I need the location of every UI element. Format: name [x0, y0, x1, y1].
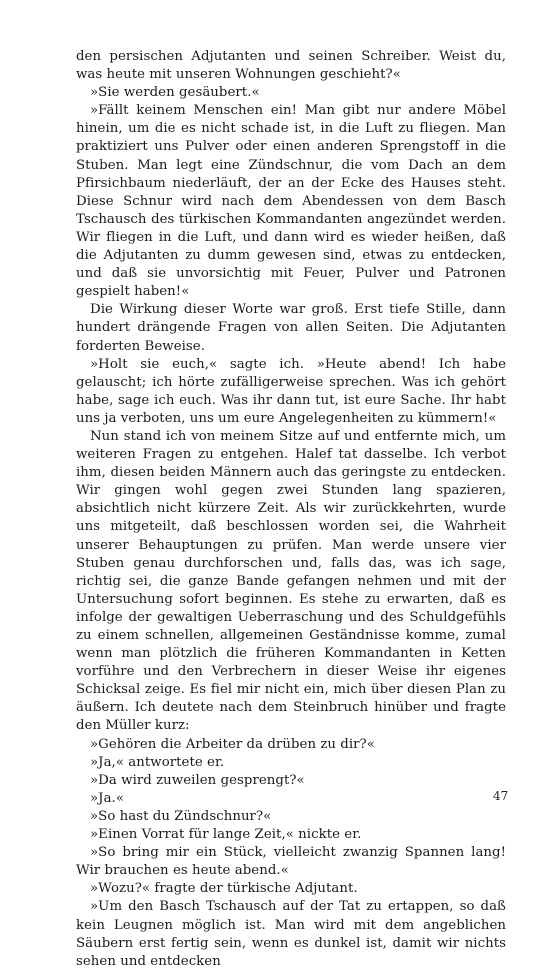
- page-body: [76, 48, 509, 971]
- paragraph: »Fällt keinem Menschen ein! Man gibt nur andere Möbel hinein, um die es nicht schade ist, in die Luft zu fliegen. Man praktiziert uns Pulver oder einen anderen Sprengstoff in die Stuben. Man legt eine Zündschnur, die vom Dach an dem Pfirsichbaum niederläuft, der an der Ecke des Hauses steht. Diese Schnur wird nach dem Abendessen von dem Basch Tschausch des türkischen Kommandanten angezündet werden. Wir fliegen in die Luft, und dann wird es wieder heißen, daß die Adjutanten zu dumm gewesen sind, etwas zu entdecken, und daß sie unvorsichtig mit Feuer, Pulver und Patronen gespielt haben!«: [76, 103, 506, 300]
- page-number: 47: [493, 789, 509, 803]
- paragraph: »Holt sie euch,« sagte ich. »Heute abend! Ich habe gelauscht; ich hörte zufälligerweise sprechen. Was ich gehört habe, sage ich euch. Was ihr dann tut, ist eure Sache. Ihr habt uns ja verboten, uns um eure Angelegenheiten zu kümmern!«: [76, 356, 506, 426]
- paragraph: »Ja.«: [90, 790, 125, 806]
- paragraph: »So bring mir ein Stück, vielleicht zwanzig Spannen lang! Wir brauchen es heute abend.«: [76, 845, 506, 879]
- paragraph: den persischen Adjutanten und seinen Schreiber. Weist du, was heute mit unseren Wohnungen geschieht?«: [76, 49, 506, 83]
- paragraph: »Da wird zuweilen gesprengt?«: [90, 772, 305, 788]
- paragraph: »So hast du Zündschnur?«: [90, 808, 272, 824]
- paragraph: »Sie werden gesäubert.«: [90, 85, 260, 101]
- paragraph: Die Wirkung dieser Worte war groß. Erst tiefe Stille, dann hundert drängende Fragen von allen Seiten. Die Adjutanten forderten Beweise.: [76, 302, 506, 354]
- paragraph: »Gehören die Arbeiter da drüben zu dir?«: [90, 736, 375, 752]
- paragraph: »Um den Basch Tschausch auf der Tat zu ertappen, so daß kein Leugnen möglich ist. Man wird mit dem angeblichen Säubern erst fertig sein, wenn es dunkel ist, damit wir nichts sehen und entdecken: [76, 899, 506, 969]
- paragraph: »Einen Vorrat für lange Zeit,« nickte er.: [90, 827, 362, 843]
- paragraph: Nun stand ich von meinem Sitze auf und entfernte mich, um weiteren Fragen zu entgehen. Halef tat dasselbe. Ich verbot ihm, diesen beiden Männern auch das geringste zu entdecken. Wir gingen wohl gegen zwei Stunden lang spazieren, absichtlich nicht kürzere Zeit. Als wir zurückkehrten, wurde uns mitgeteilt, daß beschlossen worden sei, die Wahrheit unserer Behauptungen zu prüfen. Man werde unsere vier Stuben genau durchforschen und, falls das, was ich sage, richtig sei, die ganze Bande gefangen nehmen und mit der Untersuchung sofort beginnen. Es stehe zu erwarten, daß es infolge der gewaltigen Ueberraschung und des Schuldgefühls zu einem schnellen, allgemeinen Geständnisse komme, zumal wenn man plötzlich die früheren Kommandanten in Ketten vorführe und den Verbrechern in dieser Weise ihr eigenes Schicksal zeige. Es fiel mir nicht ein, mich über diesen Plan zu äußern. Ich deutete nach dem Steinbruch hinüber und fragte den Müller kurz:: [76, 428, 506, 734]
- paragraph: »Wozu?« fragte der türkische Adjutant.: [90, 881, 358, 897]
- paragraph: »Ja,« antwortete er.: [90, 754, 225, 770]
